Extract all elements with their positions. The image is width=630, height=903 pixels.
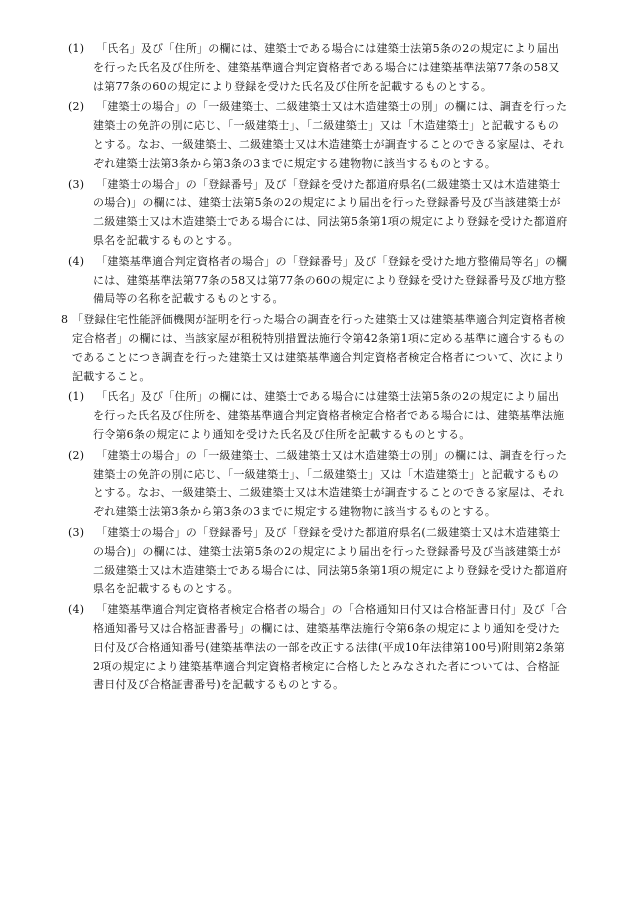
item-number: (3) xyxy=(68,177,85,191)
item-number: (4) xyxy=(68,603,85,617)
item-text: 「建築士の場合」の「一級建築士、二級建築士又は木造建築士の別」の欄には、調査を行った建築士の免許の別に応じ、「一級建築士」、「二級建築士」又は「木造建築士」と記載するものとする。なお、一級建築士、二級建築士又は木造建築士が調査することのできる家屋は、それぞれ建築士法第3条から第3条の3までに規定する建物物に該当するものとする。 xyxy=(93,100,568,170)
item-text: 「建築基準適合判定資格者検定合格者の場合」の「合格通知日付又は合格証書日付」及び「合格通知番号又は合格証書番号」の欄には、建築基準法施行令第6条の規定により通知を受けた日付及び合格通知番号(建築基準法の一部を改正する法律(平成10年法律第100号)附則第2条第2項の規定により建築基準適合判定資格者検定に合格したとみなされた者については、合格証書日付及び合格証書番号)を記載するものとする。 xyxy=(93,603,568,692)
list-item xyxy=(68,447,570,522)
list-item xyxy=(68,40,570,96)
section-number: 8 xyxy=(61,313,69,327)
item-text: 「建築基準適合判定資格者の場合」の「登録番号」及び「登録を受けた地方整備局等名」の欄には、建築基準法第77条の58又は第77条の60の規定により登録を受けた登録番号及び地方整備局等の名称を記載するものとする。 xyxy=(93,254,568,306)
list-item xyxy=(68,601,570,695)
item-number: (3) xyxy=(68,525,85,539)
item-number: (2) xyxy=(68,100,85,114)
item-number: (2) xyxy=(68,448,85,462)
item-text: 「氏名」及び「住所」の欄には、建築士である場合には建築士法第5条の2の規定により届出を行った氏名及び住所を、建築基準適合判定資格者検定合格者である場合には、建築基準法施行令第6条の規定により通知を受けた氏名及び住所を記載するものとする。 xyxy=(93,390,565,441)
list-item xyxy=(68,253,570,309)
item-text: 「建築士の場合」の「登録番号」及び「登録を受けた都道府県名(二級建築士又は木造建築士の場合)」の欄には、建築士法第5条の2の規定により届出を行った登録番号及び当該建築士が二級建築士又は木造建築士である場合には、同法第5条第1項の規定により登録を受けた都道府県名を記載するものとする。 xyxy=(93,177,568,247)
list-item xyxy=(68,176,570,251)
item-number: (1) xyxy=(68,42,85,55)
item-number: (1) xyxy=(68,390,85,404)
item-text: 「氏名」及び「住所」の欄には、建築士である場合には建築士法第5条の2の規定により届出を行った氏名及び住所を、建築基準適合判定資格者である場合には建築基準法第77条の58又は第77条の60の規定により登録を受けた氏名及び住所を記載するものとする。 xyxy=(93,42,560,93)
list-item xyxy=(68,388,570,444)
section-8 xyxy=(61,311,572,386)
section-text: 「登録住宅性能評価機関が証明を行った場合の調査を行った建築士又は建築基準適合判定資格者検定合格者」の欄には、当該家屋が租税特別措置法施行令第42条第1項に定める基準に適合するものであることにつき調査を行った建築士又は建築基準適合判定資格者検定合格者について、次により記載すること。 xyxy=(72,313,566,383)
item-text: 「建築士の場合」の「登録番号」及び「登録を受けた都道府県名(二級建築士又は木造建築士の場合)」の欄には、建築士法第5条の2の規定により届出を行った登録番号及び当該建築士が二級建築士又は木造建築士である場合には、同法第5条第1項の規定により登録を受けた都道府県名を記載するものとする。 xyxy=(93,525,568,596)
list-item xyxy=(68,524,570,599)
list-item xyxy=(68,98,570,173)
item-text: 「建築士の場合」の「一級建築士、二級建築士又は木造建築士の別」の欄には、調査を行った建築士の免許の別に応じ、「一級建築士」、「二級建築士」又は「木造建築士」と記載するものとする。なお、一級建築士、二級建築士又は木造建築士が調査することのできる家屋は、それぞれ建築士法第3条から第3条の3までに規定する建物物に該当するものとする。 xyxy=(93,448,568,519)
item-number: (4) xyxy=(68,254,85,268)
